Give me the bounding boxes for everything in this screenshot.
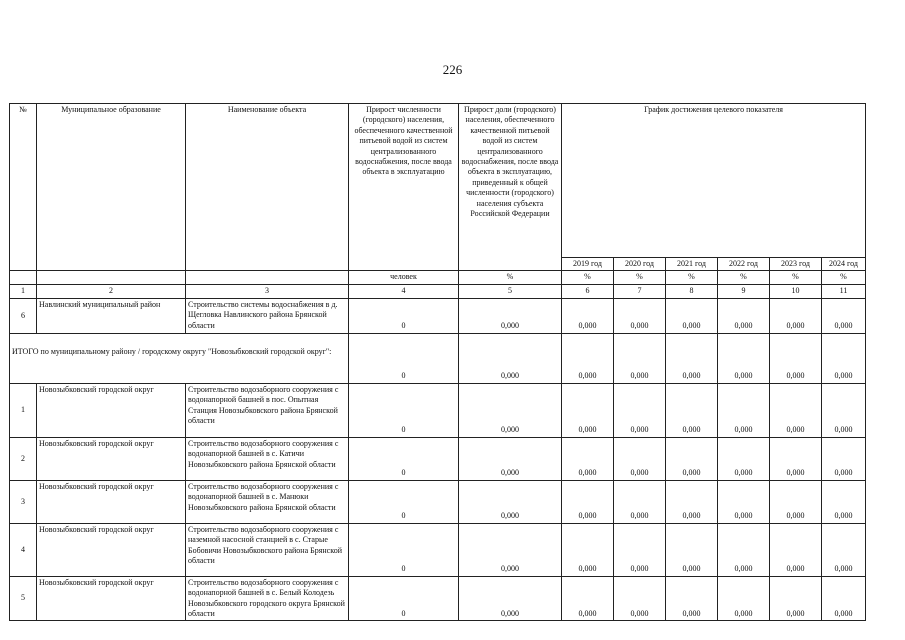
row-municipality: Новозыбковский городской округ [37, 480, 186, 523]
indicator-table [9, 103, 866, 621]
row-year-value: 0,000 [614, 576, 666, 621]
row-number: 5 [10, 576, 37, 621]
unit-percent: % [770, 271, 822, 285]
column-index: 7 [614, 285, 666, 298]
column-index: 3 [186, 285, 349, 298]
row-year-value: 0,000 [822, 437, 866, 480]
row-year-value: 0,000 [822, 523, 866, 576]
column-index: 1 [10, 285, 37, 298]
row-people: 0 [349, 523, 459, 576]
row-year-value: 0,000 [822, 383, 866, 437]
row-year-value: 0,000 [562, 437, 614, 480]
header-row [10, 104, 866, 258]
row-number: 4 [10, 523, 37, 576]
column-index-row [10, 285, 866, 298]
total-share: 0,000 [459, 333, 562, 383]
row-number: 1 [10, 383, 37, 437]
row-number: 2 [10, 437, 37, 480]
unit-percent: % [822, 271, 866, 285]
row-object: Строительство водозаборного сооружения с наземной насосной станцией в с. Старые Бобовичи Новозыбковского района Брянской области [186, 523, 349, 576]
unit-percent: % [666, 271, 718, 285]
unit-people: человек [349, 271, 459, 285]
row-year-value: 0,000 [666, 437, 718, 480]
row-year-value: 0,000 [718, 383, 770, 437]
table-row [10, 480, 866, 523]
row-year-value: 0,000 [770, 576, 822, 621]
row-year-value: 0,000 [666, 480, 718, 523]
column-index: 4 [349, 285, 459, 298]
column-index: 11 [822, 285, 866, 298]
row-year-value: 0,000 [718, 480, 770, 523]
total-year-value: 0,000 [718, 333, 770, 383]
total-year-value: 0,000 [562, 333, 614, 383]
units-row [10, 271, 866, 285]
row-year-value: 0,000 [718, 437, 770, 480]
header-year-2024: 2024 год [822, 258, 866, 271]
row-year-value: 0,000 [770, 523, 822, 576]
row-year-value: 0,000 [718, 576, 770, 621]
row-year-value: 0,000 [614, 523, 666, 576]
row-year-value: 0,000 [562, 523, 614, 576]
header-year-2019: 2019 год [562, 258, 614, 271]
row-year-value: 0,000 [614, 480, 666, 523]
header-year-2022: 2022 год [718, 258, 770, 271]
unit-percent: % [718, 271, 770, 285]
table-row [10, 383, 866, 437]
row-people: 0 [349, 480, 459, 523]
unit-empty [37, 271, 186, 285]
row-year-value: 0,000 [562, 480, 614, 523]
row-year-value: 0,000 [562, 298, 614, 333]
row-object: Строительство водозаборного сооружения с водонапорной башней в с. Катичи Новозыбковского района Брянской области [186, 437, 349, 480]
row-people: 0 [349, 298, 459, 333]
row-people: 0 [349, 383, 459, 437]
total-year-value: 0,000 [822, 333, 866, 383]
total-year-value: 0,000 [666, 333, 718, 383]
row-people: 0 [349, 576, 459, 621]
column-index: 10 [770, 285, 822, 298]
row-people: 0 [349, 437, 459, 480]
header-year-2020: 2020 год [614, 258, 666, 271]
table-row [10, 523, 866, 576]
row-year-value: 0,000 [822, 298, 866, 333]
page-number: 226 [442, 62, 463, 77]
total-row [10, 333, 866, 383]
row-share: 0,000 [459, 437, 562, 480]
row-year-value: 0,000 [718, 298, 770, 333]
row-object: Строительство водозаборного сооружения с водонапорной башней в с. Манюки Новозыбковского района Брянской области [186, 480, 349, 523]
row-year-value: 0,000 [614, 383, 666, 437]
header-share-growth: Прирост доли (городского) населения, обеспеченного качественной питьевой водой из систем централизованного водоснабжения, после ввода объекта в эксплуатацию, приведенный к общей численности (городского) населения субъекта Российской Федерации [459, 104, 562, 271]
row-year-value: 0,000 [822, 576, 866, 621]
row-share: 0,000 [459, 576, 562, 621]
row-object: Строительство водозаборного сооружения с водонапорной башней в с. Белый Колодезь Новозыбковского городского округа Брянской области [186, 576, 349, 621]
header-municipality: Муниципальное образование [37, 104, 186, 271]
total-label: ИТОГО по муниципальному району / городскому округу "Новозыбковский городской округ": [10, 333, 349, 383]
column-index: 5 [459, 285, 562, 298]
row-object: Строительство водозаборного сооружения с водонапорной башней в пос. Опытная Станция Новозыбковского района Брянской области [186, 383, 349, 437]
total-year-value: 0,000 [770, 333, 822, 383]
row-year-value: 0,000 [770, 480, 822, 523]
header-pop-growth: Прирост численности (городского) населения, обеспеченного качественной питьевой водой из систем централизованного водоснабжения, после ввода объекта в эксплуатацию [349, 104, 459, 271]
row-year-value: 0,000 [770, 383, 822, 437]
total-people: 0 [349, 333, 459, 383]
row-year-value: 0,000 [666, 576, 718, 621]
row-year-value: 0,000 [614, 437, 666, 480]
row-year-value: 0,000 [666, 523, 718, 576]
row-municipality: Новозыбковский городской округ [37, 576, 186, 621]
row-year-value: 0,000 [614, 298, 666, 333]
column-index: 8 [666, 285, 718, 298]
row-year-value: 0,000 [666, 298, 718, 333]
row-number: 6 [10, 298, 37, 333]
row-municipality: Новозыбковский городской округ [37, 437, 186, 480]
row-year-value: 0,000 [718, 523, 770, 576]
column-index: 9 [718, 285, 770, 298]
header-no: № [10, 104, 37, 271]
unit-percent: % [614, 271, 666, 285]
column-index: 2 [37, 285, 186, 298]
header-object-name: Наименование объекта [186, 104, 349, 271]
total-year-value: 0,000 [614, 333, 666, 383]
row-municipality: Новозыбковский городской округ [37, 523, 186, 576]
row-year-value: 0,000 [666, 383, 718, 437]
row-year-value: 0,000 [770, 437, 822, 480]
column-index: 6 [562, 285, 614, 298]
unit-percent: % [562, 271, 614, 285]
row-number: 3 [10, 480, 37, 523]
row-year-value: 0,000 [822, 480, 866, 523]
header-year-2023: 2023 год [770, 258, 822, 271]
row-share: 0,000 [459, 298, 562, 333]
unit-empty [186, 271, 349, 285]
row-share: 0,000 [459, 383, 562, 437]
table-row [10, 437, 866, 480]
unit-empty [10, 271, 37, 285]
row-share: 0,000 [459, 523, 562, 576]
row-year-value: 0,000 [562, 576, 614, 621]
row-year-value: 0,000 [562, 383, 614, 437]
header-year-2021: 2021 год [666, 258, 718, 271]
row-year-value: 0,000 [770, 298, 822, 333]
unit-percent: % [459, 271, 562, 285]
row-object: Строительство системы водоснабжения в д. Щегловка Навлинского района Брянской области [186, 298, 349, 333]
table-row [10, 298, 866, 333]
row-municipality: Навлинский муниципальный район [37, 298, 186, 333]
header-schedule: График достижения целевого показателя [562, 104, 866, 258]
table-row [10, 576, 866, 621]
row-share: 0,000 [459, 480, 562, 523]
row-municipality: Новозыбковский городской округ [37, 383, 186, 437]
